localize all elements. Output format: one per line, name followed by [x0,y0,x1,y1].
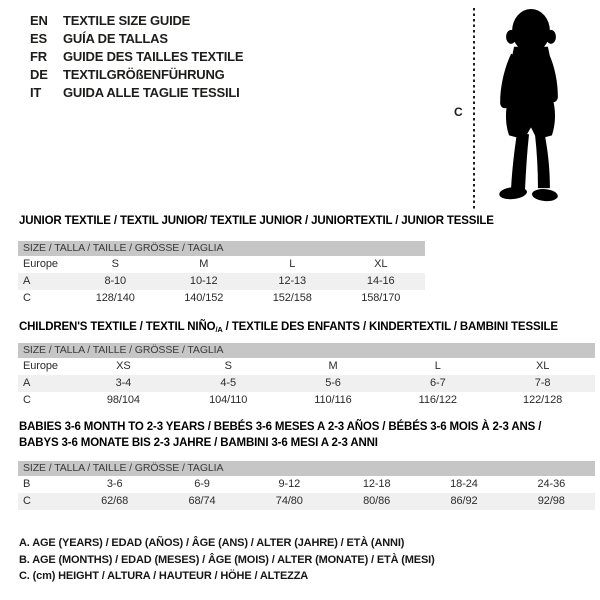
row-label: A [23,377,31,389]
footnote-a: A. AGE (YEARS) / EDAD (AÑOS) / ÂGE (ANS) / ALTER (JAHRE) / ETÀ (ANNI) [19,537,405,549]
language-row-de [30,66,243,84]
row-value: S [224,360,232,372]
row-value: 80/86 [363,495,391,507]
row-value: 110/116 [314,394,352,406]
row-label: Europe [23,360,58,372]
row-value: 92/98 [537,495,565,507]
junior-size-table [18,241,425,307]
row-label: B [23,478,31,490]
children-title-main: CHILDREN'S TEXTILE / TEXTIL NIÑO [19,321,216,333]
row-value: 6-9 [194,478,210,490]
row-value: 86/92 [450,495,478,507]
row-label: C [23,394,31,406]
language-row-fr [30,48,243,66]
language-row-it [30,84,243,102]
row-value: 116/122 [418,394,457,406]
row-value: 24-36 [537,478,566,490]
row-value: 98/104 [106,394,140,406]
height-measure-label: C [454,105,463,119]
children-size-table [18,343,595,409]
row-value: 4-5 [220,377,236,389]
row-value: 128/140 [95,292,135,304]
language-code: FR [30,49,47,64]
row-value: 7-8 [534,377,551,389]
babies-size-table [18,461,595,510]
table-row [18,493,595,510]
footnote-c: C. (cm) HEIGHT / ALTURA / HAUTEUR / HÖHE / ALTEZZA [19,570,309,582]
table-row [18,358,595,375]
row-label: Europe [23,258,58,270]
row-value: M [199,258,209,270]
babies-section-title-line1: BABIES 3-6 MONTH TO 2-3 YEARS / BEBÉS 3-6 MESES A 2-3 AÑOS / BÉBÉS 3-6 MOIS À 2-3 ANS / [19,421,542,433]
size-header-bar: SIZE / TALLA / TAILLE / GRÖSSE / TAGLIA [18,241,425,256]
children-section-title [19,321,558,334]
row-value: 68/74 [188,495,216,507]
language-code: ES [30,31,47,46]
language-row-es [30,30,243,48]
children-title-subscript: /A [215,325,223,334]
children-title-rest: / TEXTILE DES ENFANTS / KINDERTEXTIL / BAMBINI TESSILE [222,321,558,333]
row-value: 74/80 [275,495,303,507]
size-header-bar: SIZE / TALLA / TAILLE / GRÖSSE / TAGLIA [18,343,595,358]
row-value: 3-6 [106,478,123,490]
row-value: 3-4 [115,377,132,389]
language-code: EN [30,13,48,28]
row-value: 14-16 [366,275,395,287]
row-value: L [289,258,296,270]
row-value: 6-7 [429,377,446,389]
table-row [18,392,595,409]
table-row [18,375,595,392]
table-row [18,290,425,307]
row-value: 62/68 [101,495,129,507]
row-value: 9-12 [278,478,301,490]
row-value: L [434,360,441,372]
row-label: A [23,275,31,287]
row-value: 122/128 [523,394,563,406]
language-header [30,12,243,102]
row-value: 8-10 [104,275,127,287]
row-value: 158/170 [361,292,401,304]
row-value: XL [535,360,550,372]
row-value: 18-24 [450,478,478,490]
row-label: C [23,292,31,304]
row-value: 140/152 [184,292,224,304]
language-code: IT [30,85,42,100]
row-value: XL [374,258,388,270]
language-title: GUIDA ALLE TAGLIE TESSILI [63,85,240,100]
row-label: C [23,495,31,507]
language-title: GUÍA DE TALLAS [63,31,168,46]
babies-section-title-line2: BABYS 3-6 MONATE BIS 2-3 JAHRE / BAMBINI 3-6 MESI A 2-3 ANNI [19,437,378,449]
footnotes [19,535,435,585]
row-value: S [111,258,119,270]
row-value: 152/158 [272,292,312,304]
junior-section-title: JUNIOR TEXTILE / TEXTIL JUNIOR/ TEXTILE JUNIOR / JUNIORTEXTIL / JUNIOR TESSILE [19,215,494,227]
row-value: 5-6 [325,377,341,389]
row-value: 10-12 [189,275,218,287]
row-value: 12-18 [362,478,391,490]
row-value: 104/110 [209,394,248,406]
row-value: M [328,360,338,372]
language-row-en [30,12,243,30]
row-value: 12-13 [278,275,307,287]
language-code: DE [30,67,48,82]
size-header-bar: SIZE / TALLA / TAILLE / GRÖSSE / TAGLIA [18,461,595,476]
table-row [18,476,595,493]
language-title: TEXTILE SIZE GUIDE [63,13,191,28]
language-title: TEXTILGRÖßENFÜHRUNG [63,67,225,82]
row-value: XS [116,360,131,372]
table-row [18,273,425,290]
baby-silhouette-icon [479,7,581,211]
footnote-b: B. AGE (MONTHS) / EDAD (MESES) / ÂGE (MOIS) / ALTER (MONATE) / ETÀ (MESI) [19,553,435,566]
height-measure-dashed-line [473,8,475,210]
language-title: GUIDE DES TAILLES TEXTILE [63,49,244,64]
table-row [18,256,425,273]
